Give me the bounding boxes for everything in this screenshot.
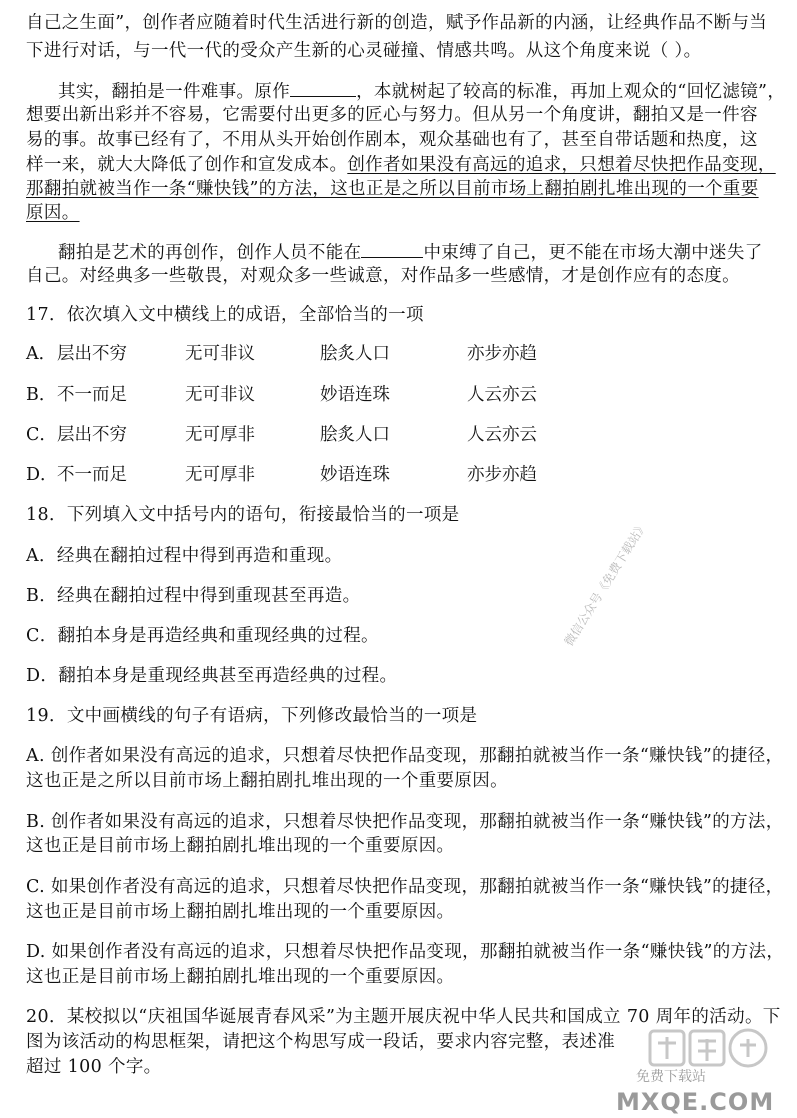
logo-tagline: 免费下载站 (636, 1069, 706, 1085)
option-idiom: 无可厚非 (185, 465, 255, 485)
q19-option-a: A. 创作者如果没有高远的追求，只想着尽快把作品变现，那翻拍就被当作一条“赚快钱”的捷径， (26, 746, 784, 766)
option-label: B． (26, 385, 57, 405)
option-idiom: 脍炙人口 (320, 344, 390, 364)
q19-option-c: C. 如果创作者没有高远的追求，只想着尽快把作品变现，那翻拍就被当作一条“赚快钱”的捷径， (26, 877, 784, 897)
fill-in-blank-2 (361, 241, 423, 258)
option-idiom: 妙语连珠 (320, 465, 390, 485)
q19-option-b-cont: 这也正是目前市场上翻拍剧扎堆出现的一个重要原因。 (26, 836, 455, 856)
option-label: A． (26, 344, 57, 364)
passage-text: 翻拍是艺术的再创作，创作人员不能在 (58, 243, 362, 263)
option-idiom: 人云亦云 (467, 425, 537, 445)
question-20-stem-cont: 图为该活动的构思框架，请把这个构思写成一段话，要求内容完整，表述准 (26, 1032, 616, 1052)
q19-option-c-cont: 这也正是目前市场上翻拍剧扎堆出现的一个重要原因。 (26, 902, 455, 922)
passage-line (58, 241, 797, 264)
option-idiom: 无可非议 (185, 385, 255, 405)
option-idiom: 脍炙人口 (320, 425, 390, 445)
option-label: D． (26, 465, 58, 485)
passage-line: 易的事。故事已经有了，不用从头开始创作剧本，观众基础也有了，甚至自带话题和热度，这 (26, 130, 758, 150)
option-idiom: 亦步亦趋 (467, 465, 537, 485)
underlined-sentence: 那翻拍就被当作一条“赚快钱”的方法，这也正是之所以目前市场上翻拍剧扎堆出现的一个重要 (26, 179, 759, 199)
q18-option-a: A．经典在翻拍过程中得到再造和重现。 (26, 546, 343, 566)
option-label: C． (26, 425, 57, 445)
passage-line: 下进行对话，与一代一代的受众产生新的心灵碰撞、情感共鸣。从这个角度来说（ ）。 (26, 41, 702, 61)
logo-wordmark: MXQE.COM (616, 1088, 775, 1116)
passage-line (26, 154, 776, 176)
option-idiom: 层出不穷 (57, 344, 127, 364)
option-idiom: 不一而足 (57, 465, 127, 485)
question-17-stem: 17．依次填入文中横线上的成语，全部恰当的一项 (26, 305, 424, 325)
fill-in-blank-1 (290, 80, 356, 97)
underlined-sentence: 创作者如果没有高远的追求，只想着尽快把作品变现， (347, 155, 776, 175)
question-20-stem: 20．某校拟以“庆祖国华诞展青春风采”为主题开展庆祝中华人民共和国成立 70 周年的活动。下 (26, 1007, 781, 1027)
option-idiom: 无可厚非 (185, 425, 255, 445)
option-idiom: 亦步亦趋 (467, 344, 537, 364)
option-idiom: 妙语连珠 (320, 385, 390, 405)
passage-line: 自己。对经典多一些敬畏，对观众多一些诚意，对作品多一些感情，才是创作应有的态度。 (26, 266, 740, 286)
q18-option-c: C．翻拍本身是再造经典和重现经典的过程。 (26, 626, 379, 646)
option-idiom: 层出不穷 (57, 425, 127, 445)
passage-text: 中束缚了自己，更不能在市场大潮中迷失了 (423, 243, 763, 263)
question-18-stem: 18．下列填入文中括号内的语句，衔接最恰当的一项是 (26, 505, 460, 525)
passage-text: 样一来，就大大降低了创作和宣发成本。 (26, 155, 348, 175)
passage-line: 想要出新出彩并不容易，它需要付出更多的匠心与努力。但从另一个角度讲，翻拍又是一件容 (26, 105, 758, 125)
question-20-stem-cont: 超过 100 个字。 (26, 1057, 162, 1077)
option-idiom: 无可非议 (185, 344, 255, 364)
option-idiom: 不一而足 (57, 385, 127, 405)
passage-text: 其实，翻拍是一件难事。原作 (58, 82, 291, 102)
q18-option-b: B．经典在翻拍过程中得到重现甚至再造。 (26, 586, 361, 606)
passage-line (58, 80, 797, 103)
q19-option-a-cont: 这也正是之所以目前市场上翻拍剧扎堆出现的一个重要原因。 (26, 771, 508, 791)
q19-option-b: B. 创作者如果没有高远的追求，只想着尽快把作品变现，那翻拍就被当作一条“赚快钱”的方法， (26, 812, 784, 832)
q18-option-d: D．翻拍本身是重现经典甚至再造经典的过程。 (26, 666, 398, 686)
option-idiom: 人云亦云 (467, 385, 537, 405)
q19-option-d: D. 如果创作者没有高远的追求，只想着尽快把作品变现，那翻拍就被当作一条“赚快钱”的方法， (26, 942, 785, 962)
underlined-sentence: 原因。 (26, 203, 80, 223)
passage-line: 自己之生面”，创作者应随着时代生活进行新的创造，赋予作品新的内涵，让经典作品不断与当 (26, 13, 768, 33)
question-19-stem: 19．文中画横线的句子有语病，下列修改最恰当的一项是 (26, 706, 478, 726)
watermark-text: 微信公众号《免费下载站》 (561, 518, 650, 649)
passage-text: ，本就树起了较高的标准，再加上观众的“回忆滤镜”， (356, 82, 786, 102)
q19-option-d-cont: 这也正是目前市场上翻拍剧扎堆出现的一个重要原因。 (26, 967, 455, 987)
